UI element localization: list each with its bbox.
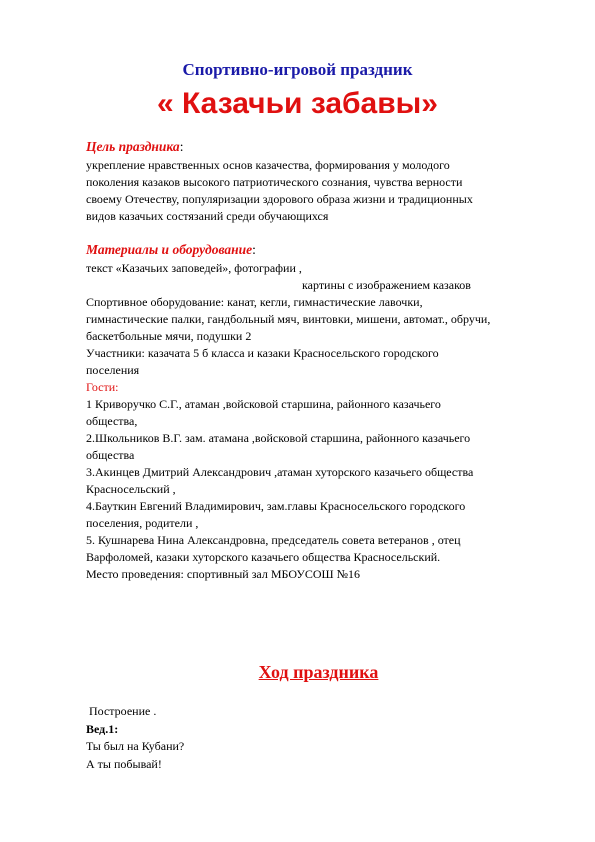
- materials-line: поселения: [86, 363, 140, 377]
- goal-line: видов казачьих состязаний среди обучающихся: [86, 209, 329, 223]
- materials-heading-colon: :: [252, 242, 256, 257]
- materials-heading-text: Материалы и оборудование: [86, 242, 253, 257]
- document-title: « Казачьи забавы»: [156, 87, 438, 120]
- venue-line: Место проведения: спортивный зал МБОУСОШ №16: [86, 567, 361, 581]
- materials-line: текст «Казачьих заповедей», фотографии ,: [86, 261, 302, 275]
- guest-line: Красносельский ,: [86, 482, 176, 496]
- document-subtitle: Спортивно-игровой праздник: [182, 60, 413, 79]
- materials-line: Участники: казачата 5 б класса и казаки Красносельского городского: [86, 346, 439, 360]
- guests-label: Гости:: [86, 380, 119, 394]
- speaker-label: Вед.1:: [86, 721, 119, 736]
- materials-section: [86, 240, 576, 583]
- formation-line: Построение .: [86, 704, 157, 718]
- materials-line: гимнастические палки, гандбольный мяч, винтовки, мишени, автомат., обручи,: [86, 312, 491, 326]
- guest-line: общества,: [86, 414, 138, 428]
- goal-line: поколения казаков высокого патриотического сознания, чувства верности: [86, 175, 463, 189]
- goal-section: [86, 137, 576, 225]
- goal-heading-colon: :: [179, 139, 184, 154]
- goal-heading-text: Цель праздника: [86, 139, 180, 154]
- guest-line: 5. Кушнарева Нина Александровна, председатель совета ветеранов , отец: [86, 533, 461, 547]
- guest-line: общества: [86, 448, 135, 462]
- materials-line: баскетбольные мячи, подушки 2: [86, 329, 252, 343]
- guest-line: 4.Бауткин Евгений Владимирович, зам.главы Красносельского городского: [86, 499, 466, 513]
- script-line: Ты был на Кубани?: [86, 739, 185, 753]
- guest-line: 1 Криворучко С.Г., атаман ,войсковой старшина, районного казачьего: [86, 397, 441, 411]
- script-line: А ты побывай!: [86, 756, 162, 771]
- guest-line: Варфоломей, казаки хуторского казачьего общества Красносельский.: [86, 550, 441, 564]
- materials-line: Спортивное оборудование: канат, кегли, гимнастические лавочки,: [86, 295, 423, 309]
- materials-heading: [86, 240, 576, 260]
- goal-heading: [86, 137, 576, 157]
- script-section: [86, 703, 576, 773]
- goal-line: своему Отечеству, популяризации здорового образа жизни и традиционных: [86, 192, 473, 206]
- course-heading: Ход праздника: [258, 662, 379, 682]
- guest-line: поселения, родители ,: [86, 516, 199, 530]
- guest-line: 3.Акинцев Дмитрий Александрович ,атаман хуторского казачьего общества: [86, 465, 474, 479]
- guest-line: 2.Школьников В.Г. зам. атамана ,войсковой старшина, районного казачьего: [86, 431, 471, 445]
- materials-line: картины с изображением казаков: [302, 278, 471, 292]
- goal-line: укрепление нравственных основ казачества, формирования у молодого: [86, 158, 450, 172]
